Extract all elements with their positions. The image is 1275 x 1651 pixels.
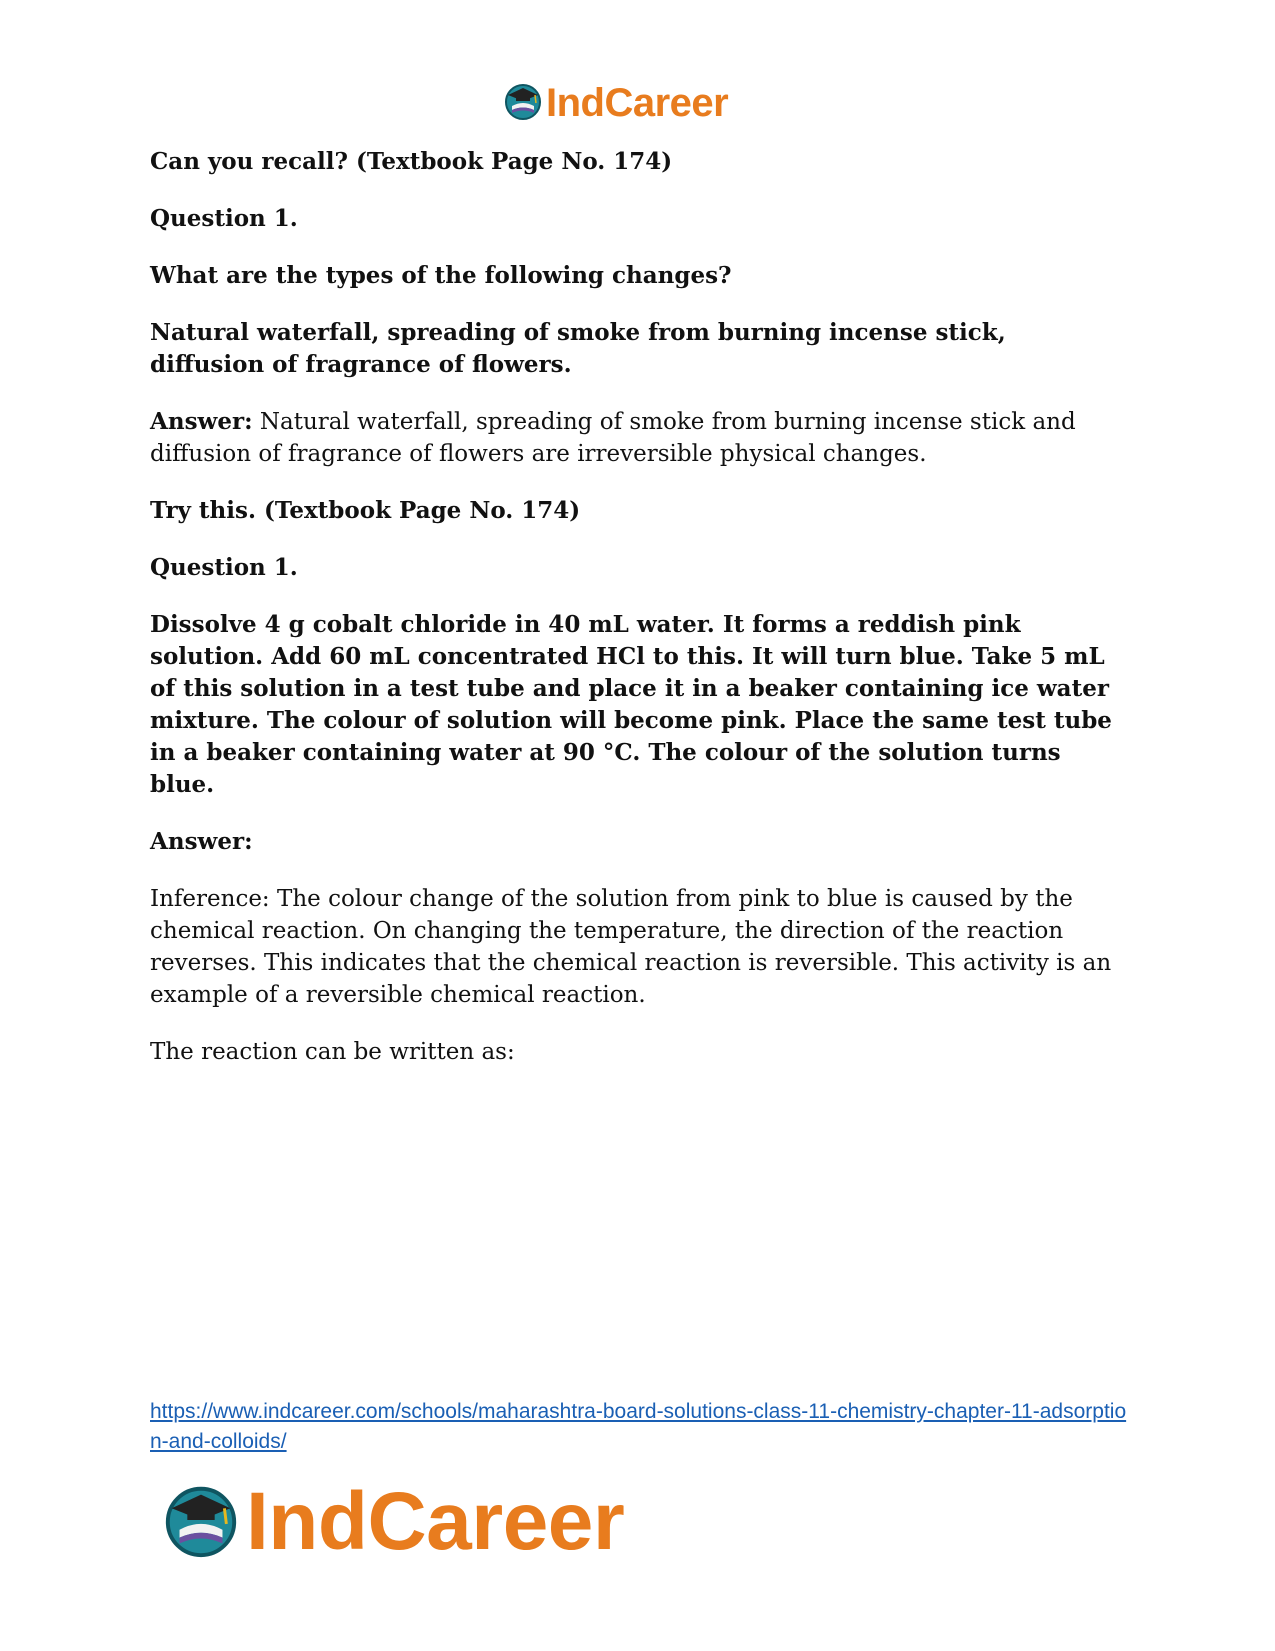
answer-label: Answer:	[150, 408, 253, 435]
footer-logo	[160, 1475, 624, 1569]
section-heading: Can you recall? (Textbook Page No. 174)	[150, 148, 673, 175]
question-text: What are the types of the following changes?	[150, 262, 732, 289]
inference-text: Inference: The colour change of the solution from pink to blue is caused by the chemical reaction. On changing the temperature, the direction of the reaction reverses. This indicates that the chemical reaction is reversible. This activity is an example of a reversible chemical reaction.	[150, 886, 1112, 1008]
globe-graduation-cap-icon	[502, 80, 544, 126]
source-link[interactable]: https://www.indcareer.com/schools/maharashtra-board-solutions-class-11-chemistry-chapter-11-adsorption-and-colloids/	[150, 1400, 1127, 1453]
section-heading: Try this. (Textbook Page No. 174)	[150, 497, 581, 524]
answer-label: Answer:	[150, 828, 253, 855]
answer-paragraph	[150, 406, 1125, 470]
document-body	[150, 146, 1125, 1093]
logo-wordmark: IndCareer	[246, 1476, 625, 1567]
answer-text: Natural waterfall, spreading of smoke from burning incense stick and diffusion of fragrance of flowers are irreversible physical changes.	[150, 409, 1076, 467]
logo-wordmark: IndCareer	[546, 80, 729, 125]
question-label: Question 1.	[150, 205, 298, 232]
globe-graduation-cap-icon	[160, 1479, 242, 1565]
header-logo	[502, 80, 728, 126]
question-text: Dissolve 4 g cobalt chloride in 40 mL water. It forms a reddish pink solution. Add 60 mL concentrated HCl to this. It will turn blue. Take 5 mL of this solution in a test tube and place it in a beaker containing ice water mixture. The colour of solution will become pink. Place the same test tube in a beaker containing water at 90 °C. The colour of the solution turns blue.	[150, 611, 1112, 798]
question-label: Question 1.	[150, 554, 298, 581]
reaction-intro: The reaction can be written as:	[150, 1039, 515, 1065]
question-detail: Natural waterfall, spreading of smoke from burning incense stick, diffusion of fragrance of flowers.	[150, 319, 1006, 378]
